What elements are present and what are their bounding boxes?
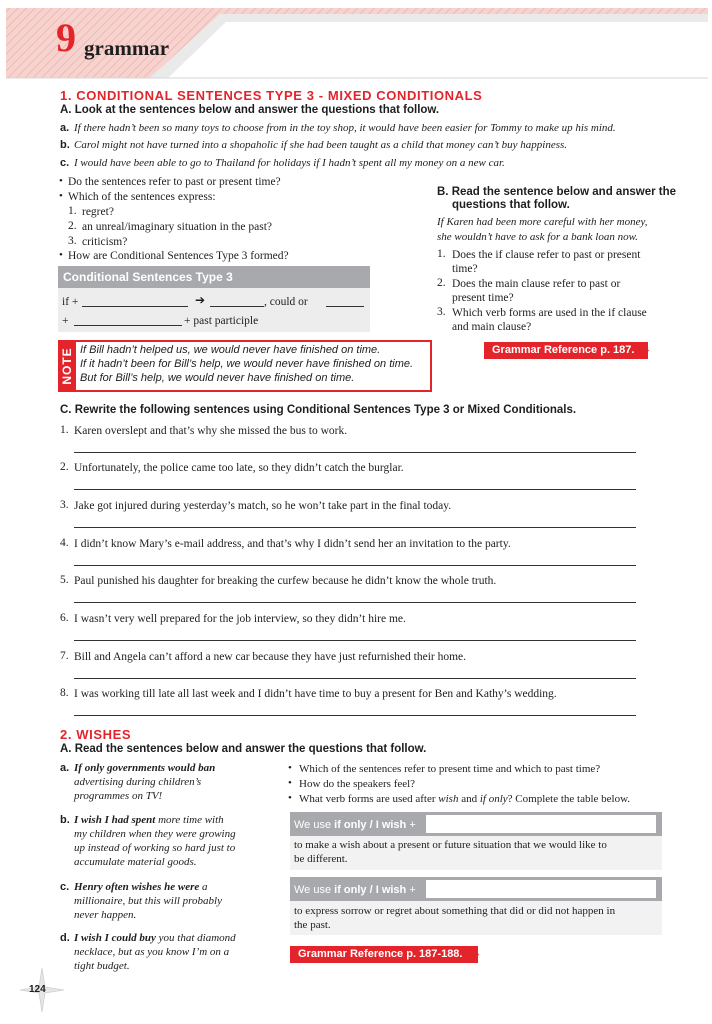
section-1-part-c-instruction: C. Rewrite the following sentences using Conditional Sentences Type 3 or Mixed Conditionals. (60, 404, 577, 416)
question-time: Do the sentences refer to past or present time? (68, 176, 281, 188)
answer-line[interactable] (74, 527, 636, 528)
page-number: 124 (29, 984, 46, 995)
part-b-example-2: she wouldn’t have to ask for a bank loan now. (437, 231, 638, 243)
chapter-title: grammar (84, 36, 170, 60)
section-1-part-b-instruction-2: questions that follow. (452, 199, 570, 211)
chapter-number: 9 (56, 15, 76, 60)
formula-plus: + (62, 315, 69, 327)
rewrite-item: Bill and Angela can’t afford a new car because they have just refurnished their home. (74, 651, 467, 663)
arrow-icon: ➔ (195, 293, 206, 307)
formula-blank[interactable] (210, 306, 264, 307)
bullet-icon: • (288, 792, 292, 804)
wish-b: I wish I had spent more time with my children when they were growing up instead of working so hard just to accumulate material goods. (74, 814, 236, 868)
answer-line[interactable] (74, 602, 636, 603)
wish-c: Henry often wishes he were a millionaire, but this will probably never happen. (74, 881, 222, 921)
sentence-a: If there hadn’t been so many toys to choose from in the toy shop, it would have been easier for Tommy to make up his mind. (74, 122, 616, 134)
note-line: If it hadn’t been for Bill’s help, we would never have finished on time. (80, 358, 414, 370)
wish-question-verbs: What verb forms are used after wish and if only? Complete the table below. (299, 793, 631, 805)
sentence-b: Carol might not have turned into a shopaholic if she had been taught as a child that money can’t buy happiness. (74, 139, 568, 151)
item-num: 2. (60, 461, 69, 473)
item-num: 7. (60, 650, 69, 662)
answer-line[interactable] (74, 489, 636, 490)
part-b-question: Does the main clause refer to past or (452, 278, 621, 290)
section-1-part-b-instruction: B. Read the sentence below and answer the (437, 186, 677, 198)
wish-question-time: Which of the sentences refer to present time and which to past time? (299, 763, 601, 775)
wish-table-blank-1[interactable] (426, 815, 656, 833)
express-num: 3. (68, 235, 77, 247)
reference-arrow-icon (640, 342, 649, 359)
note-line: If Bill hadn’t helped us, we would never have finished on time. (80, 344, 381, 356)
item-num: 4. (60, 537, 69, 549)
part-b-num: 2. (437, 277, 446, 289)
express-item: criticism? (82, 236, 128, 248)
question-express: Which of the sentences express: (68, 191, 216, 203)
wish-row-1-text-2: be different. (294, 853, 348, 865)
answer-line[interactable] (74, 715, 636, 716)
formula-past-participle: + past participle (184, 315, 259, 327)
note-label: NOTE (60, 347, 74, 385)
item-num: 6. (60, 612, 69, 624)
rewrite-item: Jake got injured during yesterday’s match, so he won’t take part in the final today. (74, 500, 452, 512)
item-num: 1. (60, 424, 69, 436)
answer-line[interactable] (74, 565, 636, 566)
wish-row-1-text: to make a wish about a present or future situation that we would like to (294, 839, 607, 851)
section-1-part-a-instruction: A. Look at the sentences below and answer the questions that follow. (60, 104, 440, 116)
wish-b-label: b. (60, 814, 70, 826)
express-item: an unreal/imaginary situation in the past? (82, 221, 273, 233)
answer-line[interactable] (74, 452, 636, 453)
rewrite-item: Paul punished his daughter for breaking the curfew because he didn’t know the whole truth. (74, 575, 497, 587)
reference-arrow-icon (470, 946, 479, 963)
item-num: 3. (60, 499, 69, 511)
section-2-part-a-instruction: A. Read the sentences below and answer the questions that follow. (60, 743, 427, 755)
sentence-a-label: a. (60, 122, 70, 134)
rewrite-item: I wasn’t very well prepared for the job interview, so they didn’t hire me. (74, 613, 406, 625)
bullet-icon: • (59, 190, 63, 202)
wish-a: If only governments would ban advertising during children’s programmes on TV! (74, 762, 216, 802)
item-num: 5. (60, 574, 69, 586)
formula-blank[interactable] (74, 325, 182, 326)
wish-d-label: d. (60, 932, 70, 944)
wish-table-label-1: We use if only / I wish + (294, 819, 416, 831)
wish-d: I wish I could buy you that diamond necklace, but as you know I’m on a tight budget. (74, 932, 236, 972)
part-b-example: If Karen had been more careful with her money, (437, 216, 648, 228)
rewrite-item: Unfortunately, the police came too late, so they didn’t catch the burglar. (74, 462, 404, 474)
wish-table-blank-2[interactable] (426, 880, 656, 898)
part-b-question-cont: present time? (452, 292, 514, 304)
sentence-b-label: b. (60, 139, 70, 151)
express-num: 1. (68, 205, 77, 217)
part-b-question: Which verb forms are used in the if clause (452, 307, 647, 319)
rewrite-item: Karen overslept and that’s why she missed the bus to work. (74, 425, 348, 437)
bullet-icon: • (59, 249, 63, 261)
question-formed: How are Conditional Sentences Type 3 formed? (68, 250, 289, 262)
wish-row-2-text-2: the past. (294, 919, 331, 931)
wish-a-label: a. (60, 762, 70, 774)
section-2-title: 2. WISHES (60, 727, 132, 742)
section-1-title: 1. CONDITIONAL SENTENCES TYPE 3 - MIXED CONDITIONALS (60, 88, 483, 103)
formula-title: Conditional Sentences Type 3 (58, 266, 370, 288)
express-num: 2. (68, 220, 77, 232)
sentence-c: I would have been able to go to Thailand for holidays if I hadn’t spent all my money on a new car. (74, 157, 505, 169)
rewrite-item: I didn’t know Mary’s e-mail address, and that’s why I didn’t send her an invitation to the party. (74, 538, 511, 550)
wish-row-2-text: to express sorrow or regret about something that did or did not happen in (294, 905, 616, 917)
part-b-question-cont: time? (452, 263, 478, 275)
bullet-icon: • (288, 762, 292, 774)
answer-line[interactable] (74, 678, 636, 679)
formula-if: if + (62, 296, 79, 308)
bullet-icon: • (59, 175, 63, 187)
bullet-icon: • (288, 777, 292, 789)
grammar-reference-2[interactable]: Grammar Reference p. 187-188. (290, 946, 478, 963)
wish-c-label: c. (60, 881, 70, 893)
part-b-num: 1. (437, 248, 446, 260)
express-item: regret? (82, 206, 114, 218)
part-b-num: 3. (437, 306, 446, 318)
grammar-reference-1[interactable]: Grammar Reference p. 187. (484, 342, 648, 359)
rewrite-item: I was working till late all last week and I didn’t have time to buy a present for Ben and Kathy’s wedding. (74, 688, 557, 700)
note-line: But for Bill’s help, we would never have finished on time. (80, 372, 355, 384)
sentence-c-label: c. (60, 157, 70, 169)
wish-question-feel: How do the speakers feel? (299, 778, 416, 790)
formula-could: , could or (264, 296, 308, 308)
formula-blank[interactable] (82, 306, 188, 307)
formula-blank[interactable] (326, 306, 364, 307)
item-num: 8. (60, 687, 69, 699)
wish-table-label-2: We use if only / I wish + (294, 884, 416, 896)
part-b-question: Does the if clause refer to past or present (452, 249, 641, 261)
answer-line[interactable] (74, 640, 636, 641)
part-b-question-cont: and main clause? (452, 321, 532, 333)
